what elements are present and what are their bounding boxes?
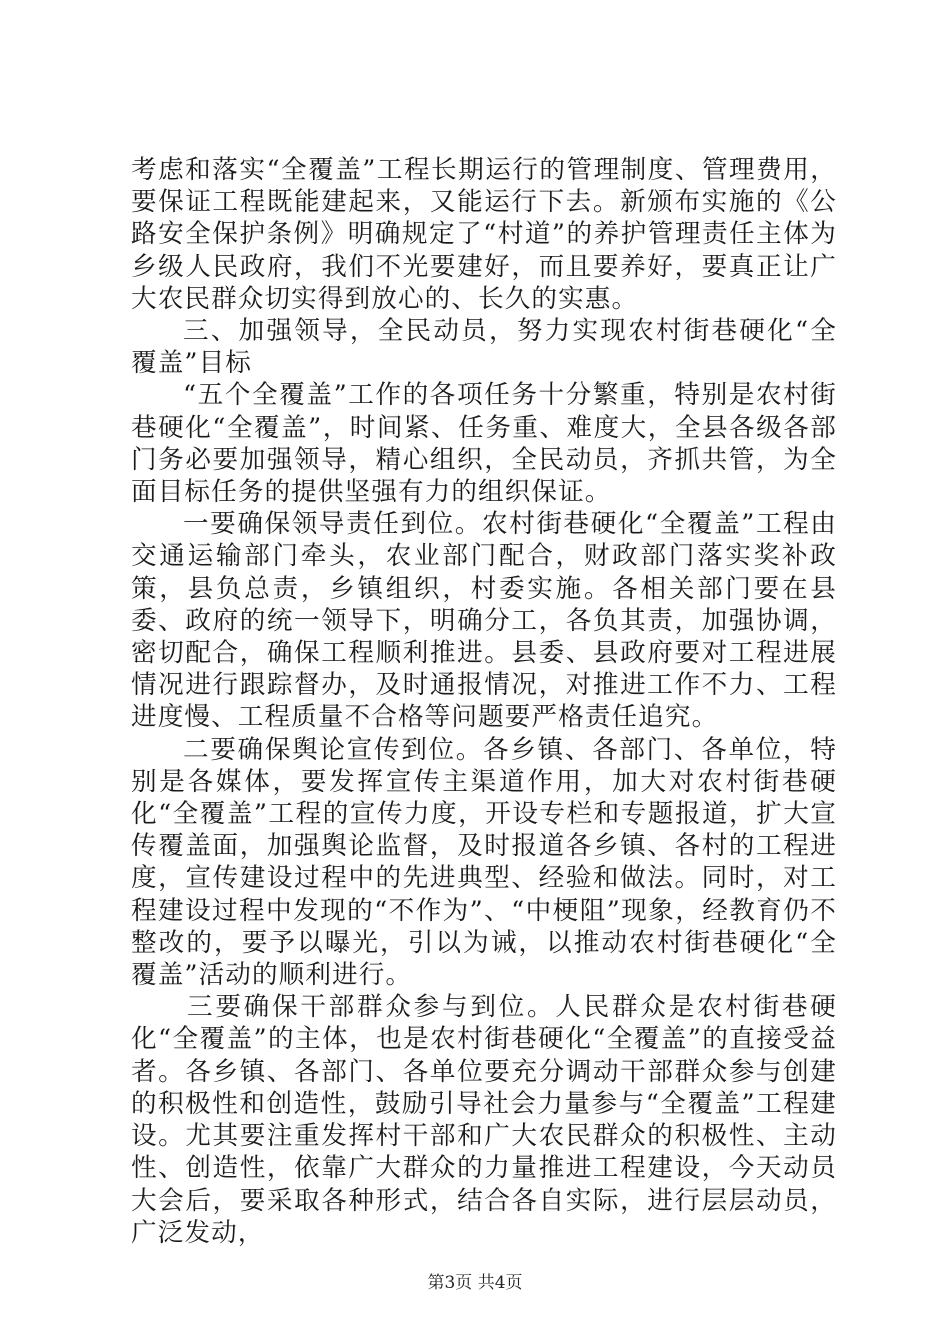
- paragraph-cadre-participation: 三要确保干部群众参与到位。人民群众是农村街巷硬化“全覆盖”的主体，也是农村街巷硬化“全覆盖”的直接受益者。各乡镇、各部门、各单位要充分调动干部群众参与创建的积极性和创造性，鼓励引导社会力量参与“全覆盖”工程建设。尤其要注重发挥村干部和广大农民群众的积极性、主动性、创造性，依靠广大群众的力量推进工程建设，今天动员大会后，要采取各种形式，结合各自实际，进行层层动员，广泛发动，: [131, 992, 837, 1248]
- paragraph-leadership-responsibility: 一要确保领导责任到位。农村街巷硬化“全覆盖”工程由交通运输部门牵头，农业部门配合，财政部门落实奖补政策，县负总责，乡镇组织，村委实施。各相关部门要在县委、政府的统一领导下，明确分工，各负其责，加强协调，密切配合，确保工程顺利推进。县委、县政府要对工程进展情况进行跟踪督办，及时通报情况，对推进工作不力、工程进度慢、工程质量不合格等问题要严格责任追究。: [131, 509, 837, 733]
- paragraph-five-full-coverage: “五个全覆盖”工作的各项任务十分繁重，特别是农村街巷硬化“全覆盖”，时间紧、任务重、难度大，全县各级各部门务必要加强领导，精心组织，全民动员，齐抓共管，为全面目标任务的提供坚强有力的组织保证。: [131, 380, 837, 508]
- paragraph-publicity: 二要确保舆论宣传到位。各乡镇、各部门、各单位，特别是各媒体，要发挥宣传主渠道作用，加大对农村街巷硬化“全覆盖”工程的宣传力度，开设专栏和专题报道，扩大宣传覆盖面，加强舆论监督，及时报道各乡镇、各村的工程进度，宣传建设过程中的先进典型、经验和做法。同时，对工程建设过程中发现的“不作为”、“中梗阻”现象，经教育仍不整改的，要予以曝光，引以为诫，以推动农村街巷硬化“全覆盖”活动的顺利进行。: [131, 734, 837, 991]
- section-heading-three: 三、加强领导，全民动员，努力实现农村街巷硬化“全覆盖”目标: [131, 316, 838, 379]
- paragraph-management-continuation: 考虑和落实“全覆盖”工程长期运行的管理制度、管理费用，要保证工程既能建起来，又能运行下去。新颁布实施的《公路安全保护条例》明确规定了“村道”的养护管理责任主体为乡级人民政府，我们不光要建好，而且要养好，要真正让广大农民群众切实得到放心的、长久的实惠。: [131, 155, 837, 314]
- page-number-footer: 第3页 共4页: [427, 1273, 523, 1293]
- document-body: [131, 154, 837, 1249]
